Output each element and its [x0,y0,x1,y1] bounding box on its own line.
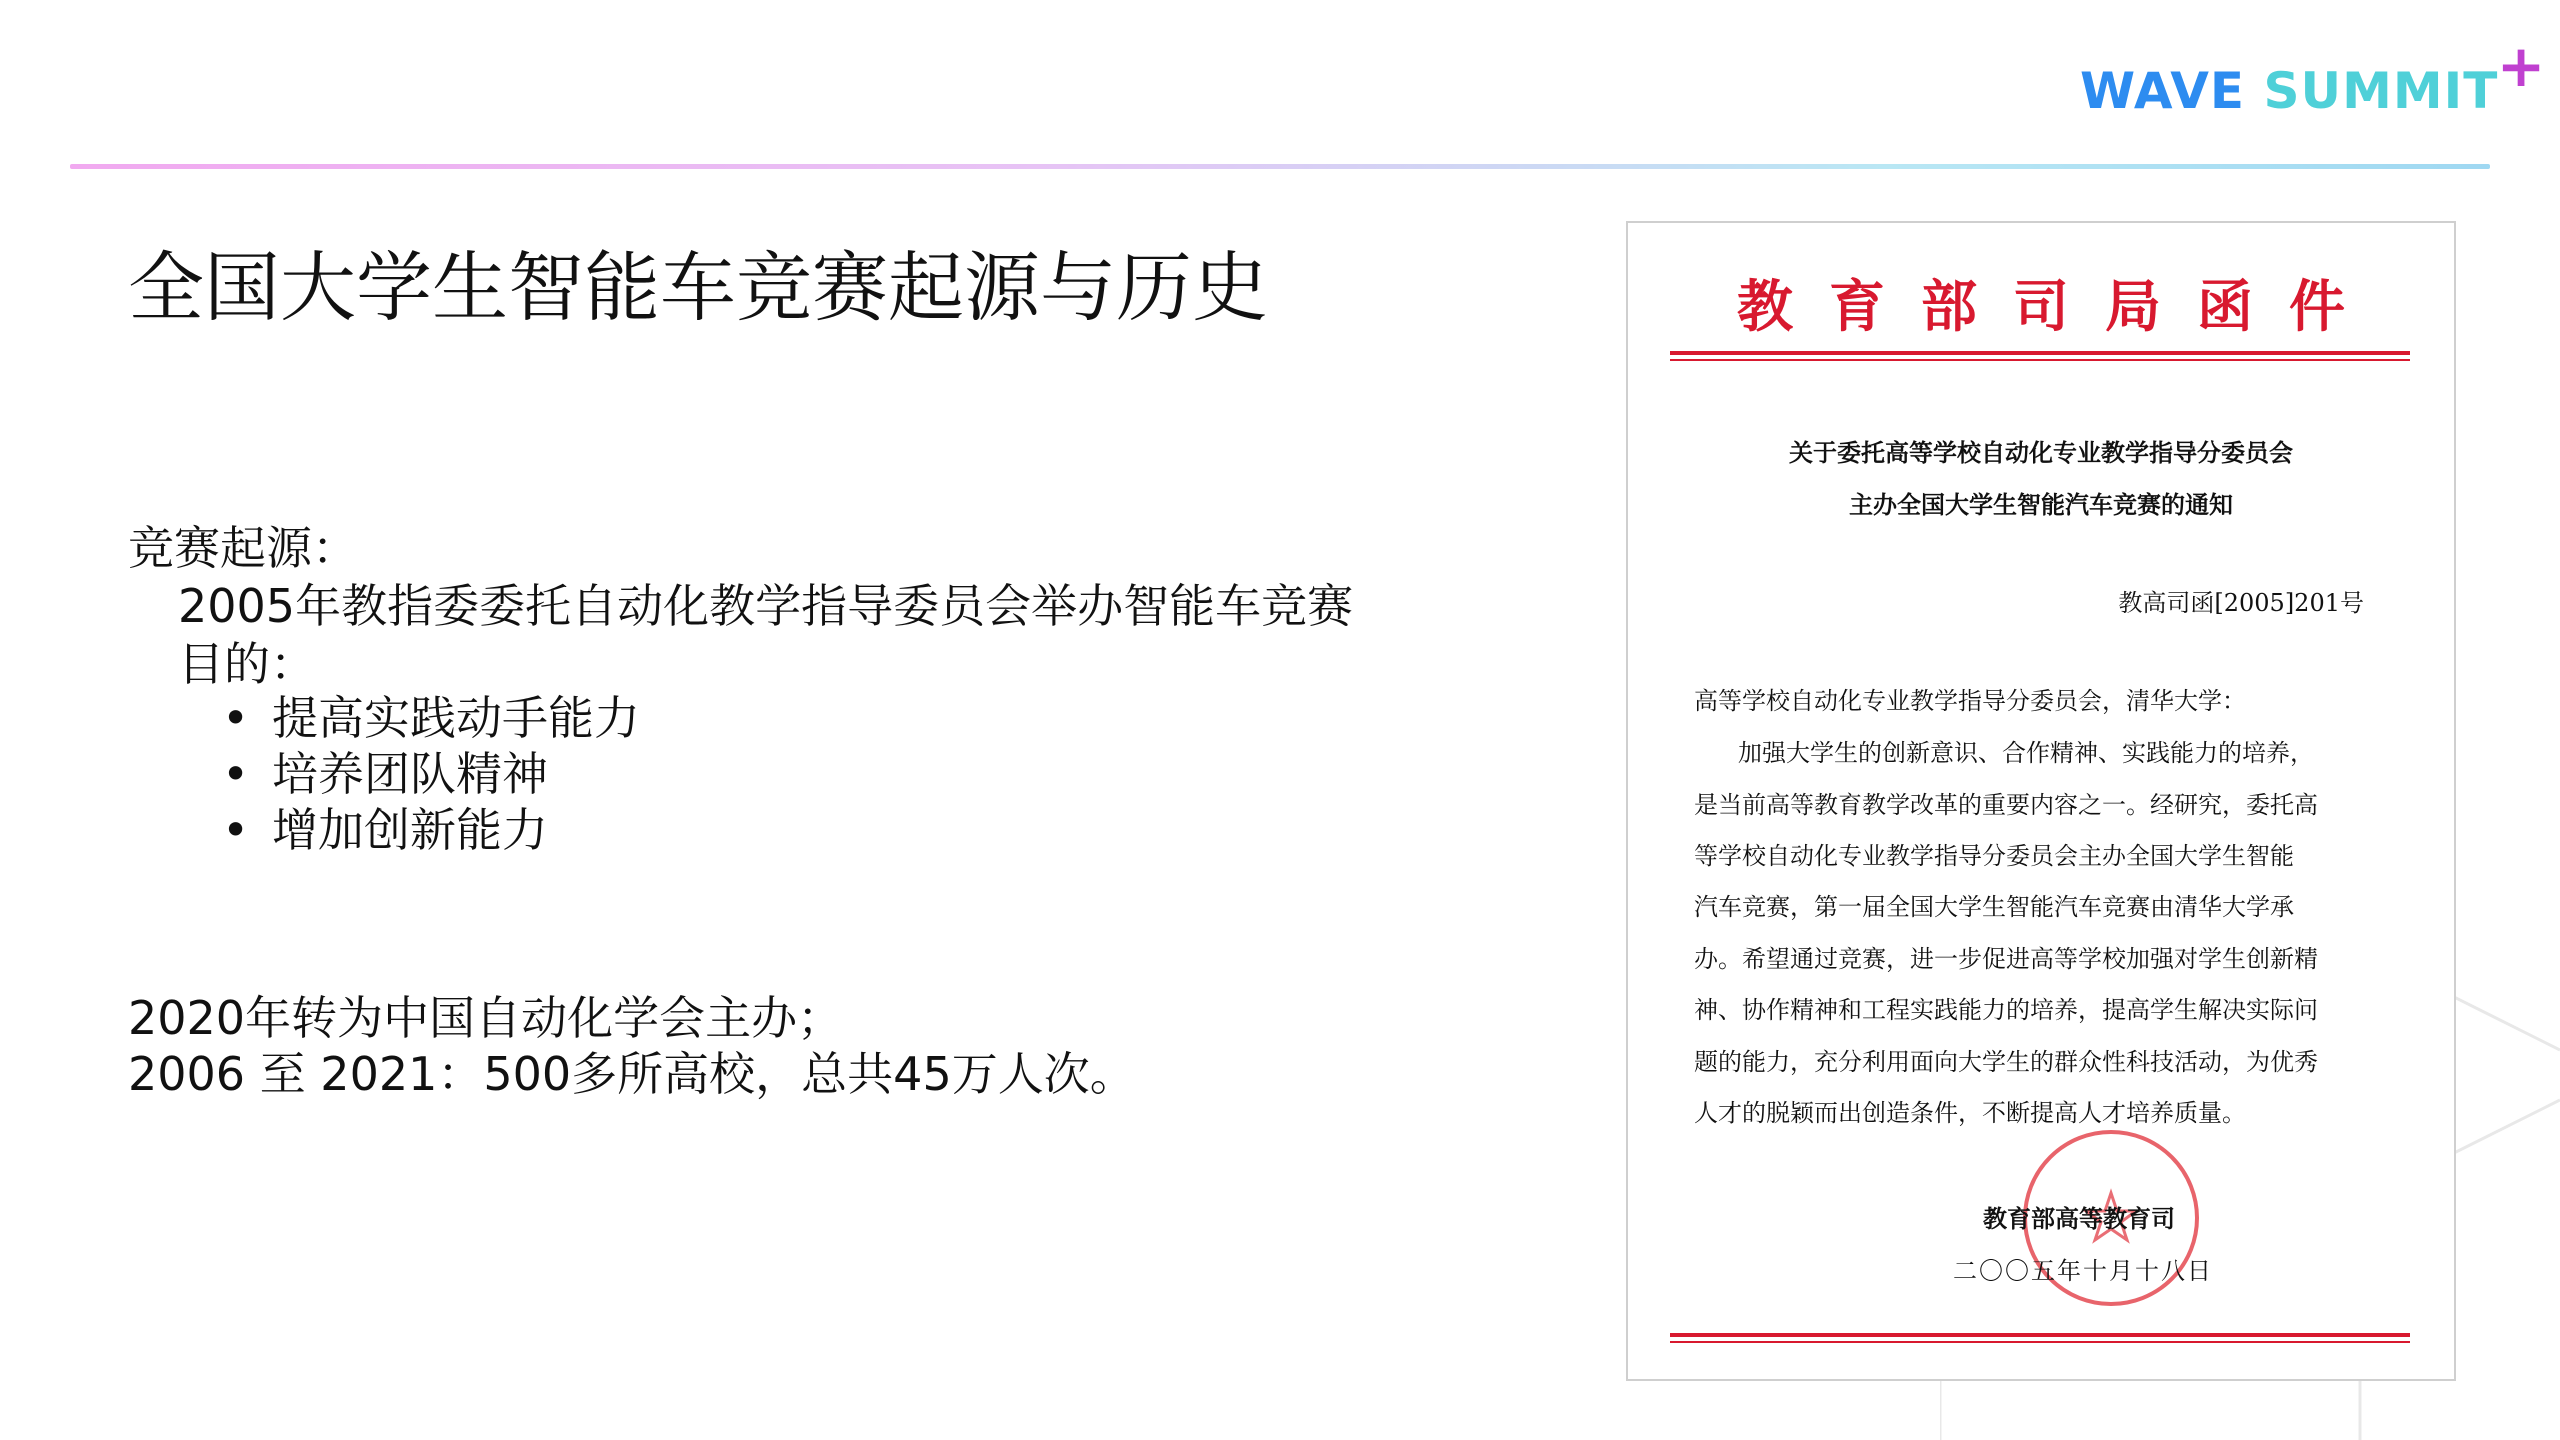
document-header: 教育部司局函件 [1737,274,2381,340]
goal-item: 培养团队精神 [272,747,548,801]
history-line-1: 2020年转为中国自动化学会主办； [128,991,844,1045]
origin-heading: 竞赛起源： [128,521,358,575]
wave-summit-logo [2080,32,2547,120]
document-body-line: 办。希望通过竞赛，进一步促进高等学校加强对学生创新精 [1694,945,2318,973]
document-rule [1670,1341,2410,1343]
logo-word-wave: WAVE [2080,62,2246,120]
document-rule [1670,1333,2410,1337]
document-body-line: 加强大学生的创新意识、合作精神、实践能力的培养， [1738,739,2314,767]
header-divider [70,164,2490,169]
document-body-line: 神、协作精神和工程实践能力的培养，提高学生解决实际问 [1694,996,2318,1024]
bullet-icon: • [222,691,250,745]
history-line-2: 2006 至 2021：500多所高校，总共45万人次。 [128,1047,1136,1101]
document-body-line: 题的能力，充分利用面向大学生的群众性科技活动，为优秀 [1694,1048,2318,1076]
document-rule [1670,351,2410,355]
document-body-line: 汽车竞赛，第一届全国大学生智能汽车竞赛由清华大学承 [1694,893,2294,921]
goal-item: 提高实践动手能力 [272,691,640,745]
logo-word-summit: SUMMIT [2263,62,2499,120]
bullet-icon: • [222,747,250,801]
document-subtitle: 主办全国大学生智能汽车竞赛的通知 [1849,491,2233,519]
goal-heading: 目的： [178,637,316,691]
document-body-line: 等学校自动化专业教学指导分委员会主办全国大学生智能 [1694,842,2294,870]
document-body-line: 是当前高等教育教学改革的重要内容之一。经研究，委托高 [1694,791,2318,819]
document-body-line: 高等学校自动化专业教学指导分委员会，清华大学： [1694,687,2246,715]
document-subtitle: 关于委托高等学校自动化专业教学指导分委员会 [1789,439,2293,467]
bullet-icon: • [222,803,250,857]
logo-plus-icon: + [2496,32,2547,100]
page-title: 全国大学生智能车竞赛起源与历史 [128,243,1268,332]
origin-text: 2005年教指委委托自动化教学指导委员会举办智能车竞赛 [178,579,1354,633]
notice-document-image [1626,221,2456,1381]
document-body-line: 人才的脱颖而出创造条件，不断提高人才培养质量。 [1694,1099,2246,1127]
document-date: 二〇〇五年十月十八日 [1953,1257,2213,1285]
goal-item: 增加创新能力 [272,803,548,857]
document-signature: 教育部高等教育司 [1983,1204,2175,1233]
document-rule [1670,359,2410,361]
document-reference: 教高司函[2005]201号 [2118,589,2364,617]
